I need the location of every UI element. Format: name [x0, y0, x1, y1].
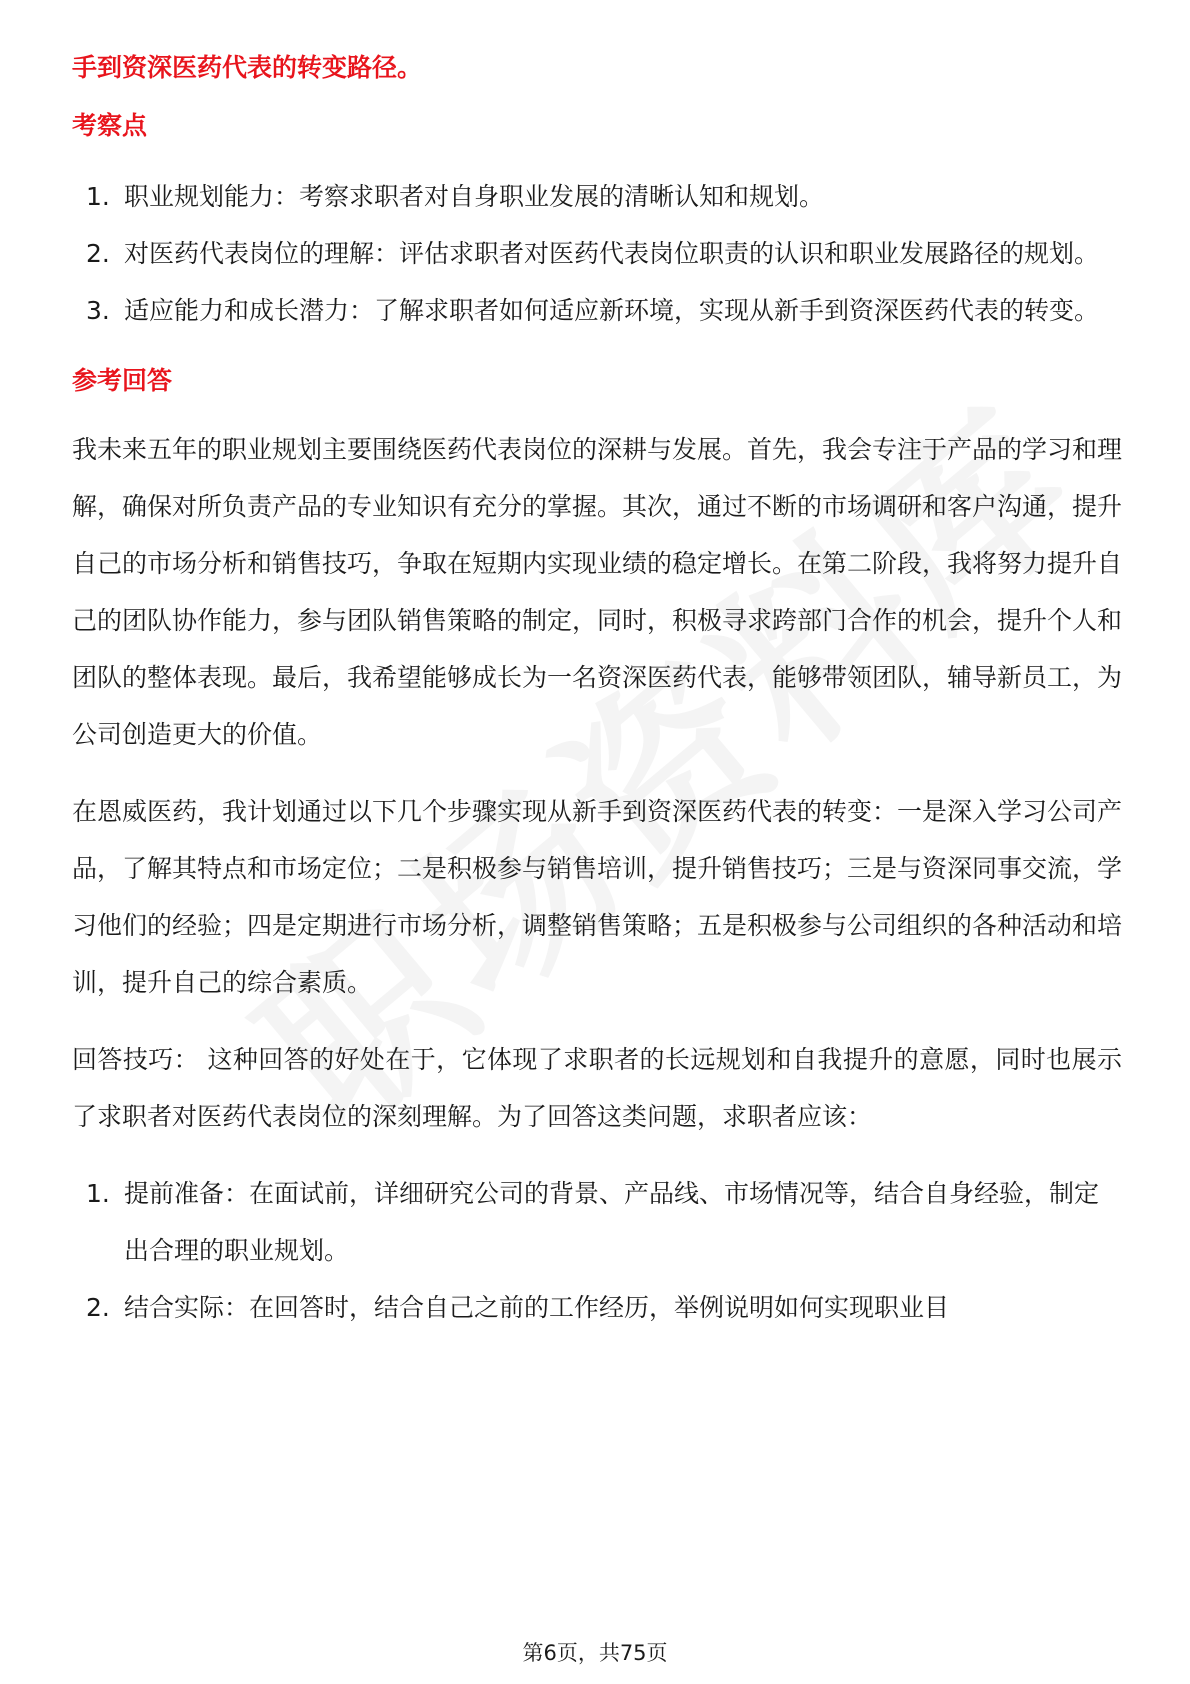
list-item-text: 结合实际：在回答时，结合自己之前的工作经历，举例说明如何实现职业目: [124, 1293, 950, 1322]
heading-continuation: 手到资深医药代表的转变路径。: [72, 53, 423, 82]
page-number-footer: 第6页，共75页: [522, 1641, 668, 1665]
tips-list: [72, 1165, 1122, 1336]
list-item-number: 1.: [86, 1179, 110, 1208]
list-item: [72, 1165, 1122, 1279]
list-item: [72, 282, 1122, 339]
list-item-number: 3.: [86, 296, 110, 325]
page-content: [72, 48, 1122, 1336]
list-item: [72, 225, 1122, 282]
answer-paragraph: 我未来五年的职业规划主要围绕医药代表岗位的深耕与发展。首先，我会专注于产品的学习和理解，确保对所负责产品的专业知识有充分的掌握。其次，通过不断的市场调研和客户沟通，提升自己的市场分析和销售技巧，争取在短期内实现业绩的稳定增长。在第二阶段，我将努力提升自己的团队协作能力，参与团队销售策略的制定，同时，积极寻求跨部门合作的机会，提升个人和团队的整体表现。最后，我希望能够成长为一名资深医药代表，能够带领团队，辅导新员工，为公司创造更大的价值。: [72, 435, 1123, 749]
list-item-text: 职业规划能力：考察求职者对自身职业发展的清晰认知和规划。: [124, 182, 825, 211]
list-item-text: 提前准备：在面试前，详细研究公司的背景、产品线、市场情况等，结合自身经验，制定出合理的职业规划。: [124, 1179, 1100, 1265]
answer-tip-paragraph: 回答技巧： 这种回答的好处在于，它体现了求职者的长远规划和自我提升的意愿，同时也展示了求职者对医药代表岗位的深刻理解。为了回答这类问题，求职者应该：: [72, 1045, 1122, 1131]
list-item: [72, 168, 1122, 225]
list-item-number: 1.: [86, 182, 110, 211]
list-item-text: 对医药代表岗位的理解：评估求职者对医药代表岗位职责的认识和职业发展路径的规划。: [124, 239, 1100, 268]
list-item-number: 2.: [86, 1293, 110, 1322]
section-title-focus: 考察点: [72, 111, 148, 140]
list-item: [72, 1279, 1122, 1336]
section-title-answer: 参考回答: [72, 366, 173, 395]
focus-list: [72, 168, 1122, 339]
list-item-text: 适应能力和成长潜力：了解求职者如何适应新环境，实现从新手到资深医药代表的转变。: [124, 296, 1100, 325]
answer-paragraph: 在恩威医药，我计划通过以下几个步骤实现从新手到资深医药代表的转变：一是深入学习公司产品，了解其特点和市场定位；二是积极参与销售培训，提升销售技巧；三是与资深同事交流，学习他们的经验；四是定期进行市场分析，调整销售策略；五是积极参与公司组织的各种活动和培训，提升自己的综合素质。: [72, 797, 1123, 997]
list-item-number: 2.: [86, 239, 110, 268]
